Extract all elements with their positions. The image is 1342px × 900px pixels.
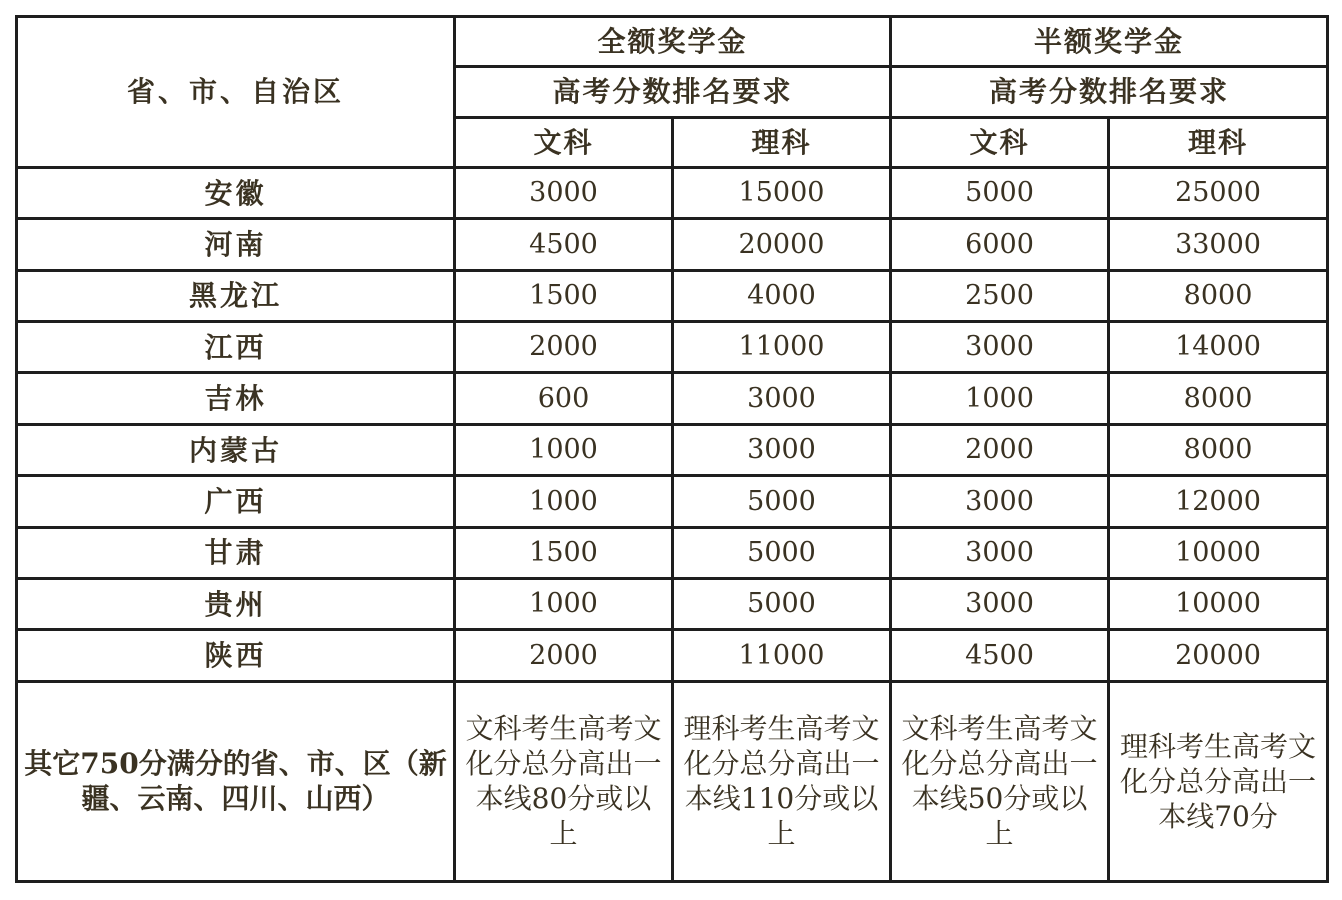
full-arts-cell: 1500 [455,527,673,578]
half-arts-cell: 3000 [891,578,1109,629]
half-science-cell: 10000 [1109,578,1328,629]
half-arts-cell: 1000 [891,373,1109,424]
half-arts-header: 文科 [891,117,1109,167]
full-arts-cell: 600 [455,373,673,424]
province-cell: 河南 [17,219,455,270]
half-science-cell: 20000 [1109,630,1328,681]
half-arts-cell: 2500 [891,270,1109,321]
province-cell: 黑龙江 [17,270,455,321]
table-row [17,578,1328,629]
table-row [17,373,1328,424]
full-science-cell: 3000 [673,424,891,475]
full-arts-cell: 2000 [455,630,673,681]
other-half-arts-cell: 文科考生高考文化分总分高出一本线50分或以上 [891,681,1109,881]
full-requirement-header: 高考分数排名要求 [455,67,891,117]
province-cell: 内蒙古 [17,424,455,475]
table-body [17,167,1328,681]
full-science-cell: 4000 [673,270,891,321]
half-arts-cell: 5000 [891,167,1109,218]
other-full-science-cell: 理科考生高考文化分总分高出一本线110分或以上 [673,681,891,881]
province-cell: 吉林 [17,373,455,424]
half-science-header: 理科 [1109,117,1328,167]
other-half-science-cell: 理科考生高考文化分总分高出一本线70分 [1109,681,1328,881]
province-cell: 甘肃 [17,527,455,578]
full-science-cell: 11000 [673,630,891,681]
full-arts-cell: 2000 [455,322,673,373]
full-scholarship-header: 全额奖学金 [455,17,891,67]
half-science-cell: 12000 [1109,476,1328,527]
half-science-cell: 8000 [1109,373,1328,424]
full-arts-header: 文科 [455,117,673,167]
half-science-cell: 33000 [1109,219,1328,270]
full-science-cell: 5000 [673,476,891,527]
other-region-cell: 其它750分满分的省、市、区（新疆、云南、四川、山西） [17,681,455,881]
table-row [17,219,1328,270]
full-arts-cell: 1000 [455,424,673,475]
half-science-cell: 8000 [1109,424,1328,475]
table-row [17,167,1328,218]
full-science-cell: 5000 [673,578,891,629]
full-science-header: 理科 [673,117,891,167]
full-science-cell: 11000 [673,322,891,373]
province-cell: 陕西 [17,630,455,681]
province-cell: 贵州 [17,578,455,629]
full-science-cell: 15000 [673,167,891,218]
half-requirement-header: 高考分数排名要求 [891,67,1328,117]
half-arts-cell: 2000 [891,424,1109,475]
full-science-cell: 3000 [673,373,891,424]
full-science-cell: 20000 [673,219,891,270]
province-cell: 安徽 [17,167,455,218]
half-arts-cell: 3000 [891,527,1109,578]
half-science-cell: 25000 [1109,167,1328,218]
full-science-cell: 5000 [673,527,891,578]
full-arts-cell: 1000 [455,476,673,527]
scholarship-table [15,15,1329,883]
full-arts-cell: 1500 [455,270,673,321]
half-science-cell: 14000 [1109,322,1328,373]
other-full-arts-cell: 文科考生高考文化分总分高出一本线80分或以上 [455,681,673,881]
other-regions-row [17,681,1328,881]
province-cell: 广西 [17,476,455,527]
half-science-cell: 8000 [1109,270,1328,321]
half-arts-cell: 6000 [891,219,1109,270]
region-header: 省、市、自治区 [17,17,455,168]
table-row [17,322,1328,373]
province-cell: 江西 [17,322,455,373]
half-scholarship-header: 半额奖学金 [891,17,1328,67]
table-row [17,630,1328,681]
full-arts-cell: 3000 [455,167,673,218]
full-arts-cell: 1000 [455,578,673,629]
half-arts-cell: 3000 [891,476,1109,527]
half-arts-cell: 4500 [891,630,1109,681]
full-arts-cell: 4500 [455,219,673,270]
table-row [17,424,1328,475]
table-row [17,270,1328,321]
table-row [17,476,1328,527]
half-arts-cell: 3000 [891,322,1109,373]
half-science-cell: 10000 [1109,527,1328,578]
table-row [17,527,1328,578]
header-row-scholarship [17,17,1328,67]
